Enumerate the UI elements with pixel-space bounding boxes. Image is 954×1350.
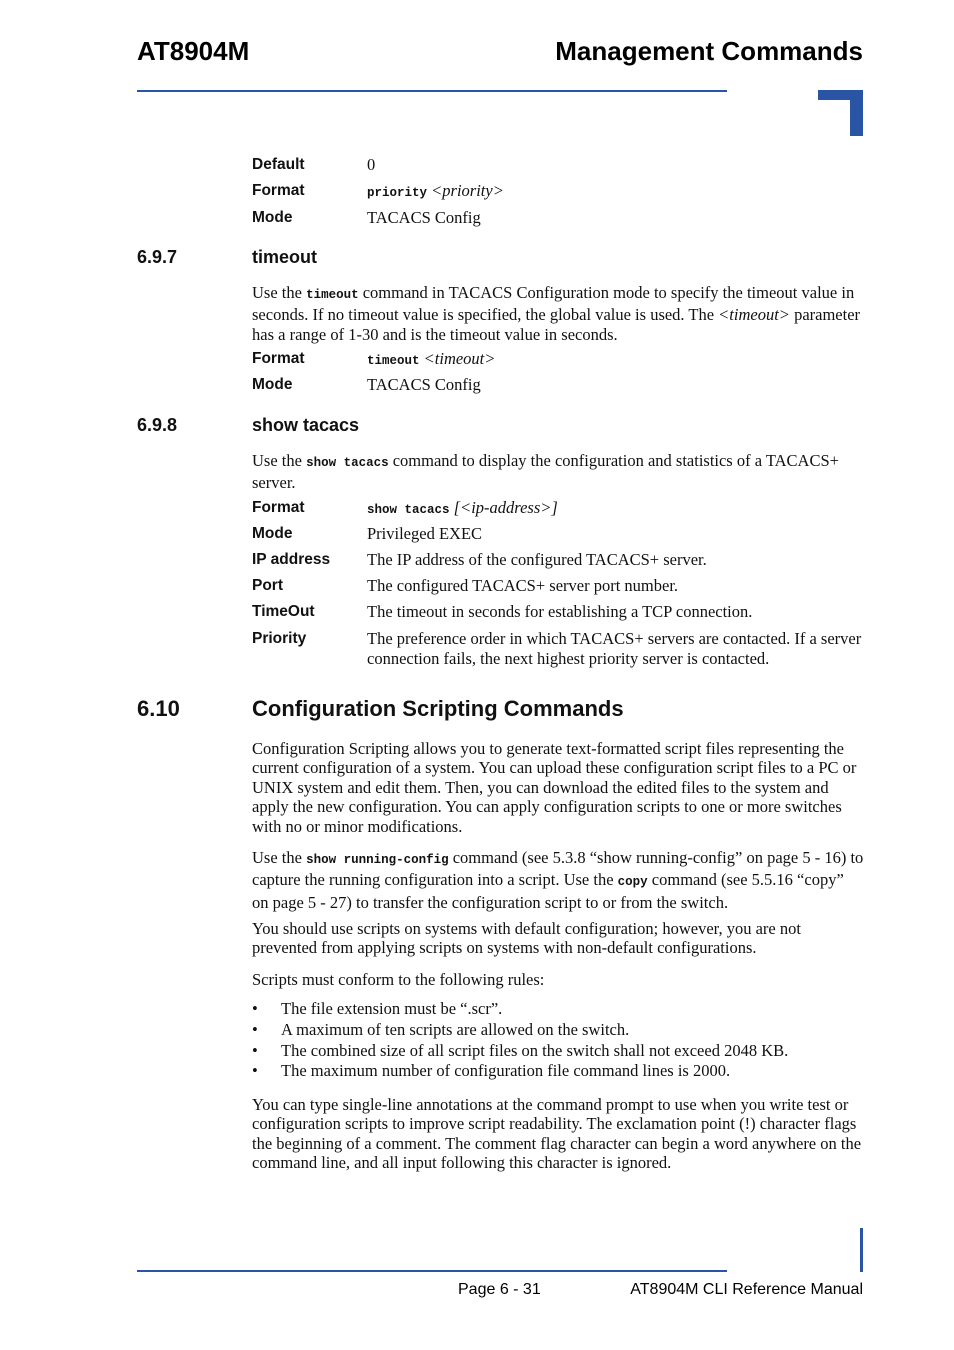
scripting-intro-paragraph: Configuration Scripting allows you to generate text-formatted script files representing the current configuration of a system. You can upload these configuration script files to a PC or UNIX system and edit them. Then, you can download the edited files to the system and apply the new configuration. You can apply configuration scripts to one or more switches with no or minor modifications.	[252, 739, 857, 836]
header-corner-mark	[818, 90, 863, 136]
scripting-annotations-paragraph: You can type single-line annotations at the command prompt to use when you write test or configuration scripts to improve script readability. The exclamation point (!) character flags the beginning of a comment. The comment flag character can begin a word anywhere on the command line, and all input following this character is ignored.	[252, 1095, 862, 1173]
header-product: AT8904M	[137, 36, 250, 66]
header-rule	[137, 90, 727, 92]
section-number-698: 6.9.8	[137, 415, 178, 435]
mode-label: Mode	[252, 209, 293, 226]
scripting-rules-intro: Scripts must conform to the following rules:	[252, 970, 545, 989]
section-number-697: 6.9.7	[137, 247, 178, 267]
inline-command: show running-config	[306, 853, 449, 867]
timeout-description: Use the timeout command in TACACS Configuration mode to specify the timeout value in seconds. If no timeout value is specified, the global value is used. The <timeout> parameter has a range of 1-30 and is the timeout value in seconds.	[252, 283, 861, 344]
format-label: Format	[252, 350, 305, 367]
manual-title: AT8904M CLI Reference Manual	[630, 1281, 863, 1298]
mode-value: TACACS Config	[367, 208, 481, 227]
default-label: Default	[252, 156, 305, 173]
default-value: 0	[367, 155, 376, 174]
page-number: Page 6 - 31	[458, 1281, 541, 1298]
footer-corner-mark	[860, 1228, 863, 1272]
format-value: timeout <timeout>	[367, 349, 496, 368]
format-value	[367, 181, 862, 204]
section-title-config-scripting: Configuration Scripting Commands	[252, 696, 624, 721]
inline-command: copy	[617, 875, 648, 890]
format-command: priority	[367, 186, 428, 200]
mode-label: Mode	[252, 376, 293, 393]
format-value: show tacacs [<ip-address>]	[367, 498, 558, 517]
section-title-timeout: timeout	[252, 247, 317, 267]
header-chapter-title: Management Commands	[555, 36, 863, 66]
mode-value: TACACS Config	[367, 375, 481, 394]
scripting-default-config-paragraph: You should use scripts on systems with default configuration; however, you are not prevented from applying scripts on systems with non-default configurations.	[252, 919, 801, 958]
format-argument: <priority>	[431, 181, 504, 200]
show-tacacs-description: Use the show tacacs command to display the configuration and statistics of a TACACS+ server.	[252, 451, 839, 493]
footer-rule	[137, 1270, 727, 1272]
format-label: Format	[252, 182, 305, 199]
inline-command: show tacacs	[306, 456, 389, 470]
inline-command: timeout	[306, 288, 359, 302]
section-number-610: 6.10	[137, 696, 180, 721]
format-label: Format	[252, 499, 305, 516]
section-title-show-tacacs: show tacacs	[252, 415, 360, 435]
scripting-usage-paragraph: Use the show running-config command (see 5.3.8 “show running-config” on page 5 - 16) to capture the running configuration into a script. Use the copy command (see 5.5.16 “copy” on page 5 - 27) to transfer the configuration script to or from the switch.	[252, 848, 864, 912]
